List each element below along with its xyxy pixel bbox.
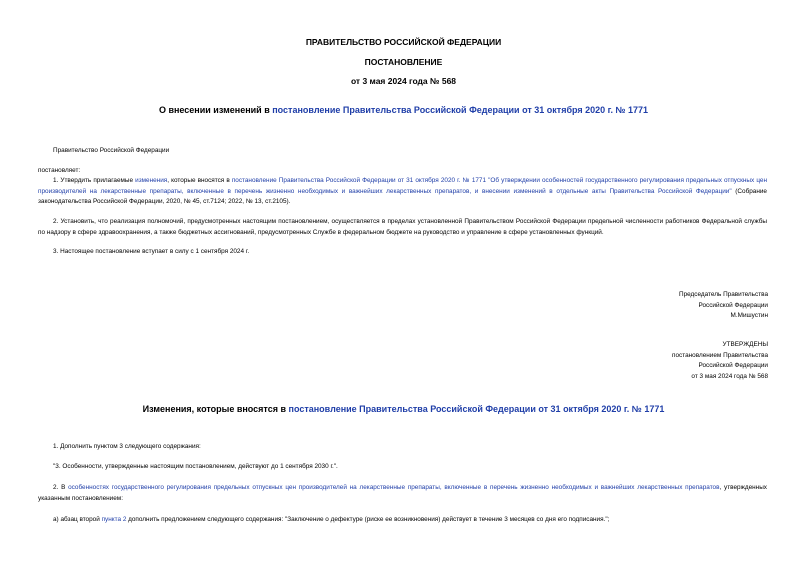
changes-link[interactable]: изменения: [135, 177, 168, 184]
document-title: [0, 105, 807, 115]
change-2-paragraph: [38, 483, 767, 504]
signature-line-1: Председатель Правительства: [679, 291, 768, 298]
features-regulation-link[interactable]: особенностях государственного регулирования предельных отпускных цен производителей на лекарственные препараты, включенные в перечень жизненно необходимых и важнейших лекарственных препаратов: [68, 484, 720, 491]
change-1: 1. Дополнить пунктом 3 следующего содержания:: [53, 443, 201, 450]
changes-decree-link[interactable]: постановление Правительства Российской Федерации от 31 октября 2020 г. № 1771: [288, 404, 665, 414]
signature-line-3: М.Мишустин: [730, 312, 768, 319]
intro-text: Правительство Российской Федерации: [53, 147, 170, 154]
item-1-text-a: 1. Утвердить прилагаемые: [53, 177, 136, 184]
government-name: ПРАВИТЕЛЬСТВО РОССИЙСКОЙ ФЕДЕРАЦИИ: [305, 37, 502, 47]
approval-line-1: УТВЕРЖДЕНЫ: [722, 341, 768, 348]
approval-line-3: Российской Федерации: [698, 362, 768, 369]
clause-2-link[interactable]: пункта 2: [101, 516, 127, 523]
approval-line-4: от 3 мая 2024 года № 568: [691, 372, 768, 380]
document-title-prefix: О внесении изменений в: [158, 105, 273, 115]
change-2a-text-a: а) абзац второй: [53, 516, 102, 523]
decree-1771-link[interactable]: постановление Правительства Российской Федерации от 31 октября 2020 г. № 1771 "Об утверждении особенностей государственного регулирования предельных отпускных цен производителей на лекарственные препараты, включенные в перечень жизненно необходимых и важнейших лекарственных препаратов, и внесении изменений в отдельные акты Правительства Российской Федерации": [38, 177, 767, 195]
item-1-text-c: (Собрание законодательства Российской Федерации, 2020, № 45, ст.7124; 2022, № 13, ст.2105).: [38, 187, 767, 205]
signature-line-2: Российской Федерации: [698, 301, 768, 309]
change-1-quote: "3. Особенности, утвержденные настоящим постановлением, действуют до 1 сентября 2030 г.".: [53, 463, 338, 470]
document-date-number: от 3 мая 2024 года № 568: [350, 76, 457, 86]
signature-block: [500, 290, 768, 322]
changes-title: [0, 404, 807, 414]
changes-title-prefix: Изменения, которые вносятся в: [142, 404, 289, 414]
document-type: ПОСТАНОВЛЕНИЕ: [364, 57, 443, 67]
approval-line-2: постановлением Правительства: [672, 351, 768, 359]
approval-block: [500, 340, 768, 382]
change-2a-text-b: дополнить предложением следующего содержания: "Заключение о дефектуре (риске ее возникновения) действует в течение 3 месяцев со дня его подписания.";: [126, 516, 610, 523]
item-3-paragraph: 3. Настоящее постановление вступает в силу с 1 сентября 2024 г.: [53, 248, 250, 255]
change-2-text-b: , утвержденных указанным постановлением:: [38, 484, 767, 502]
item-2-paragraph: 2. Установить, что реализация полномочий, предусмотренных настоящим постановлением, осуществляется в пределах установленной Правительством Российской Федерации предельной численности работников Федеральной службы по надзору в сфере здравоохранения, а также бюджетных ассигнований, предусмотренных Службе в федеральном бюджете на руководство и управление в сфере установленных функций.: [38, 218, 767, 236]
decrees-word: постановляет:: [38, 167, 81, 174]
item-1-text-b: , которые вносятся в: [167, 177, 232, 184]
item-1-paragraph: [38, 176, 767, 208]
change-2-text-a: 2. В: [53, 484, 69, 491]
change-2a-paragraph: [38, 515, 767, 526]
amended-decree-link[interactable]: постановление Правительства Российской Федерации от 31 октября 2020 г. № 1771: [272, 105, 649, 115]
